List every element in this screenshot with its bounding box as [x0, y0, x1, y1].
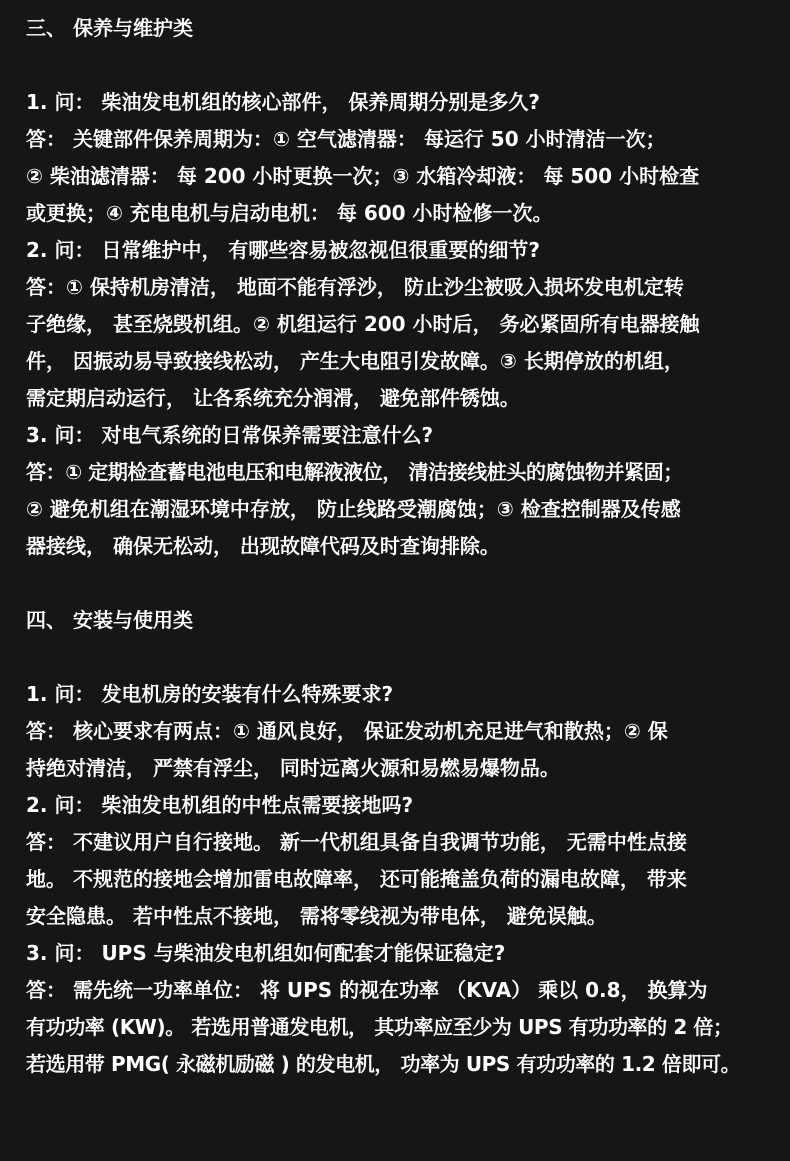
- question-line: 3. 问： 对电气系统的日常保养需要注意什么?: [26, 423, 434, 447]
- answer-line: 若选用带 PMG( 永磁机励磁 ) 的发电机， 功率为 UPS 有功功率的 1.2 倍即可。: [26, 1052, 741, 1076]
- answer-line: ② 柴油滤清器： 每 200 小时更换一次；③ 水箱冷却液： 每 500 小时检查: [26, 164, 700, 188]
- answer-line: 答：① 定期检查蓄电池电压和电解液液位， 清洁接线桩头的腐蚀物并紧固；: [26, 460, 683, 484]
- section-heading-installation: 四、 安装与使用类: [26, 608, 193, 632]
- answer-line: 答： 核心要求有两点：① 通风良好， 保证发动机充足进气和散热；② 保: [26, 719, 668, 743]
- section-heading-maintenance: 三、 保养与维护类: [26, 16, 193, 40]
- answer-line: 件， 因振动易导致接线松动， 产生大电阻引发故障。③ 长期停放的机组，: [26, 349, 684, 373]
- answer-line: 答： 需先统一功率单位： 将 UPS 的视在功率 （KVA） 乘以 0.8， 换算为: [26, 978, 708, 1002]
- question-line: 2. 问： 柴油发电机组的中性点需要接地吗?: [26, 793, 414, 817]
- answer-line: 子绝缘， 甚至烧毁机组。② 机组运行 200 小时后， 务必紧固所有电器接触: [26, 312, 700, 336]
- answer-line: ② 避免机组在潮湿环境中存放， 防止线路受潮腐蚀；③ 检查控制器及传感: [26, 497, 681, 521]
- question-line: 1. 问： 柴油发电机组的核心部件， 保养周期分别是多久?: [26, 90, 541, 114]
- answer-line: 地。 不规范的接地会增加雷电故障率， 还可能掩盖负荷的漏电故障， 带来: [26, 867, 687, 891]
- answer-line: 安全隐患。 若中性点不接地， 需将零线视为带电体， 避免误触。: [26, 904, 607, 928]
- answer-line: 答：① 保持机房清洁， 地面不能有浮沙， 防止沙尘被吸入损坏发电机定转: [26, 275, 684, 299]
- answer-line: 答： 关键部件保养周期为：① 空气滤清器： 每运行 50 小时清洁一次；: [26, 127, 666, 151]
- answer-line: 持绝对清洁， 严禁有浮尘， 同时远离火源和易燃易爆物品。: [26, 756, 560, 780]
- question-line: 1. 问： 发电机房的安装有什么特殊要求?: [26, 682, 394, 706]
- question-line: 3. 问： UPS 与柴油发电机组如何配套才能保证稳定?: [26, 941, 506, 965]
- question-line: 2. 问： 日常维护中， 有哪些容易被忽视但很重要的细节?: [26, 238, 541, 262]
- answer-line: 器接线， 确保无松动， 出现故障代码及时查询排除。: [26, 534, 500, 558]
- answer-line: 答： 不建议用户自行接地。 新一代机组具备自我调节功能， 无需中性点接: [26, 830, 687, 854]
- answer-line: 或更换；④ 充电电机与启动电机： 每 600 小时检修一次。: [26, 201, 553, 225]
- answer-line: 有功功率 (KW)。 若选用普通发电机， 其功率应至少为 UPS 有功功率的 2 倍；: [26, 1015, 733, 1039]
- answer-line: 需定期启动运行， 让各系统充分润滑， 避免部件锈蚀。: [26, 386, 520, 410]
